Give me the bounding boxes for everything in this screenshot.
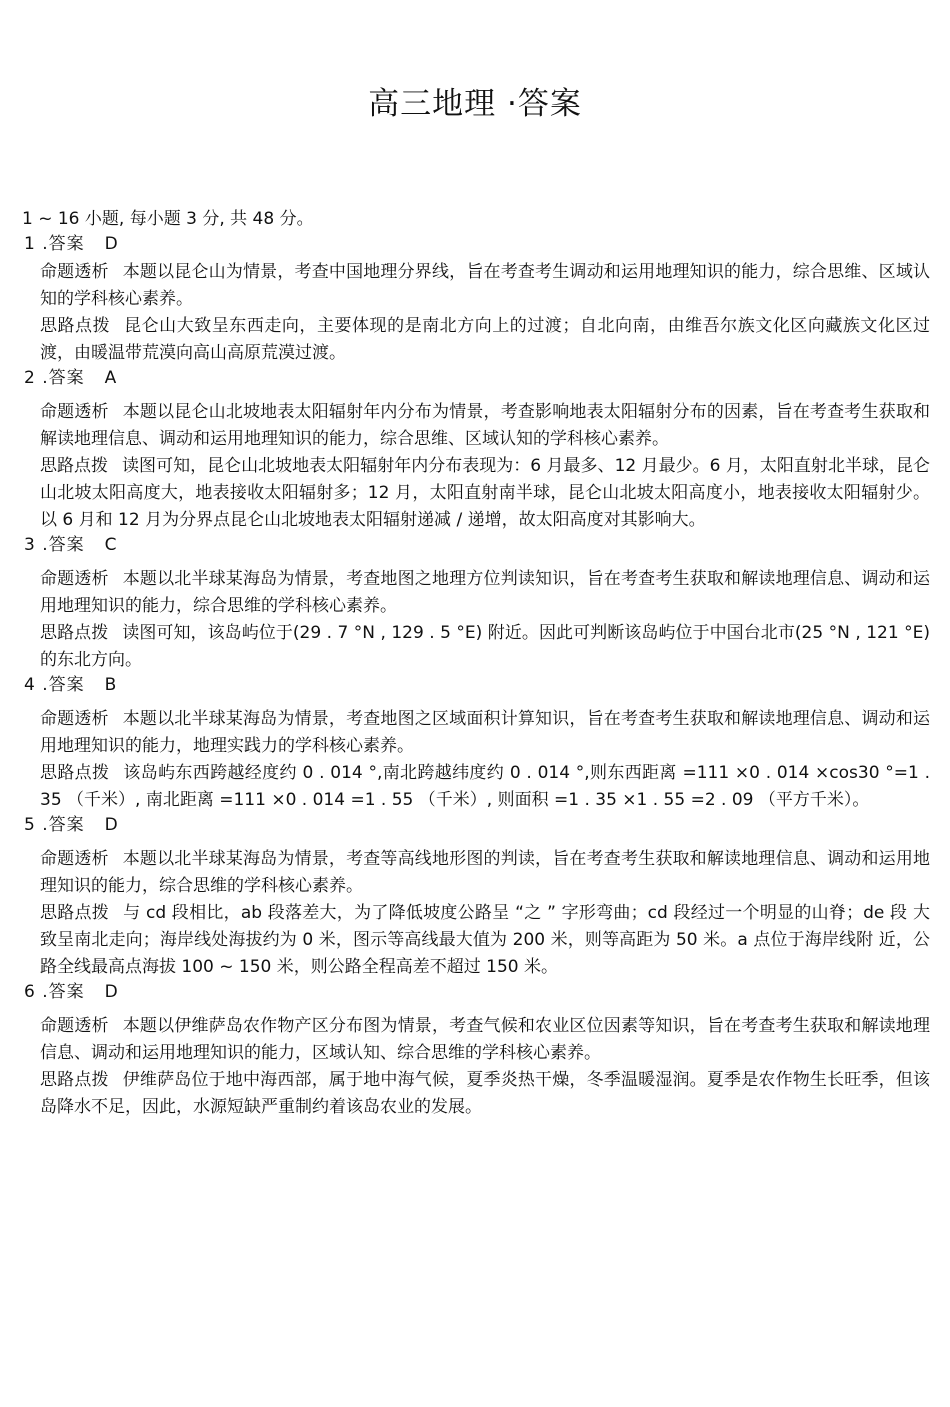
hint-text: 该岛屿东西跨越经度约 0 . 014 °,南北跨越纬度约 0 . 014 °,则东西距离 =111 ×0 . 014 ×cos30 °=1 . 35 （千米）, 南北距离 =111 ×0 . 014 =1 . 55 （千米）, 则面积 =1 . 35 ×1 . 55 =2 . 09 （平方千米）。 (40, 763, 930, 810)
hint-tag: 思路点拨 (40, 1070, 109, 1090)
question-item (22, 365, 930, 534)
analysis-tag: 命题透析 (40, 849, 109, 869)
analysis-paragraph (40, 566, 930, 620)
hint-text: 读图可知，昆仑山北坡地表太阳辐射年内分布表现为：6 月最多、12 月最少。6 月，太阳直射北半球，昆仑山北坡太阳高度大，地表接收太阳辐射多；12 月，太阳直射南半球，昆仑山北坡太阳高度小，地表接收太阳辐射少。以 6 月和 12 月为分界点昆仑山北坡地表太阳辐射递减 / 递增，故太阳高度对其影响大。 (40, 456, 930, 530)
answer-word: 答案 (48, 675, 85, 695)
answer-label (24, 532, 930, 559)
answer-word: 答案 (48, 234, 85, 254)
question-number: 3 . (24, 535, 49, 555)
analysis-tag: 命题透析 (40, 262, 109, 282)
question-number: 4 . (24, 675, 49, 695)
answer-word: 答案 (48, 982, 85, 1002)
analysis-text: 本题以伊维萨岛农作物产区分布图为情景，考查气候和农业区位因素等知识，旨在考查考生获取和解读地理信息、调动和运用地理知识的能力，区域认知、综合思维的学科核心素养。 (40, 1016, 931, 1063)
analysis-tag: 命题透析 (40, 569, 109, 589)
analysis-text: 本题以昆仑山为情景，考查中国地理分界线，旨在考查考生调动和运用地理知识的能力，综合思维、区域认知的学科核心素养。 (40, 262, 931, 309)
hint-tag: 思路点拨 (40, 316, 111, 336)
hint-tag: 思路点拨 (40, 456, 109, 476)
question-item (22, 532, 930, 674)
analysis-tag: 命题透析 (40, 709, 109, 729)
answer-word: 答案 (48, 535, 85, 555)
hint-paragraph (40, 900, 930, 981)
answer-content (22, 206, 930, 1121)
question-item (22, 672, 930, 814)
analysis-text: 本题以北半球某海岛为情景，考查地图之区域面积计算知识，旨在考查考生获取和解读地理信息、调动和运用地理知识的能力，地理实践力的学科核心素养。 (40, 709, 931, 756)
answer-choice: A (104, 368, 118, 388)
analysis-paragraph (40, 259, 930, 313)
question-item (22, 231, 930, 367)
question-list (22, 231, 930, 1121)
answer-choice: C (104, 535, 118, 555)
hint-paragraph (40, 313, 930, 367)
hint-text: 读图可知，该岛屿位于(29 . 7 °N , 129 . 5 °E) 附近。因此可判断该岛屿位于中国台北市(25 °N , 121 °E) 的东北方向。 (40, 623, 930, 670)
hint-text: 与 cd 段相比，ab 段落差大，为了降低坡度公路呈 “之 ” 字形弯曲；cd 段经过一个明显的山脊；de 段 大致呈南北走向；海岸线处海拔约为 0 米，图示等高线最大值为 200 米，则等高距为 50 米。a 点位于海岸线附 近，公路全线最高点海拔 100 ~ 150 米，则公路全程高差不超过 150 米。 (40, 903, 930, 977)
hint-tag: 思路点拨 (40, 763, 110, 783)
answer-label (24, 812, 930, 839)
analysis-text: 本题以北半球某海岛为情景，考查地图之地理方位判读知识，旨在考查考生获取和解读地理信息、调动和运用地理知识的能力，综合思维的学科核心素养。 (40, 569, 931, 616)
answer-label (24, 365, 930, 392)
question-item (22, 812, 930, 981)
analysis-paragraph (40, 1013, 930, 1067)
hint-paragraph (40, 1067, 930, 1121)
hint-tag: 思路点拨 (40, 903, 110, 923)
page-title: 高三地理 ·答案 (368, 86, 582, 122)
analysis-paragraph (40, 706, 930, 760)
section-intro: 1 ~ 16 小题, 每小题 3 分, 共 48 分。 (22, 209, 314, 229)
analysis-tag: 命题透析 (40, 402, 109, 422)
answer-label (24, 231, 930, 258)
answer-label (24, 979, 930, 1006)
hint-text: 伊维萨岛位于地中海西部，属于地中海气候，夏季炎热干燥，冬季温暖湿润。夏季是农作物生长旺季，但该岛降水不足，因此，水源短缺严重制约着该岛农业的发展。 (40, 1070, 931, 1117)
analysis-text: 本题以昆仑山北坡地表太阳辐射年内分布为情景，考查影响地表太阳辐射分布的因素，旨在考查考生获取和解读地理信息、调动和运用地理知识的能力，综合思维、区域认知的学科核心素养。 (40, 402, 931, 449)
answer-label (24, 672, 930, 699)
hint-paragraph (40, 453, 930, 534)
analysis-paragraph (40, 399, 930, 453)
question-number: 6 . (24, 982, 49, 1002)
hint-paragraph (40, 620, 930, 674)
answer-choice: D (104, 982, 119, 1002)
analysis-paragraph (40, 846, 930, 900)
answer-word: 答案 (48, 368, 85, 388)
answer-choice: D (104, 234, 119, 254)
question-number: 5 . (24, 815, 49, 835)
question-number: 1 . (24, 234, 49, 254)
analysis-text: 本题以北半球某海岛为情景，考查等高线地形图的判读，旨在考查考生获取和解读地理信息、调动和运用地理知识的能力，综合思维的学科核心素养。 (40, 849, 931, 896)
answer-word: 答案 (48, 815, 85, 835)
hint-text: 昆仑山大致呈东西走向，主要体现的是南北方向上的过渡；自北向南，由维吾尔族文化区向藏族文化区过渡，由暖温带荒漠向高山高原荒漠过渡。 (40, 316, 931, 363)
answer-choice: D (104, 815, 119, 835)
hint-paragraph (40, 760, 930, 814)
question-number: 2 . (24, 368, 49, 388)
question-item (22, 979, 930, 1121)
analysis-tag: 命题透析 (40, 1016, 109, 1036)
hint-tag: 思路点拨 (40, 623, 109, 643)
answer-choice: B (104, 675, 118, 695)
